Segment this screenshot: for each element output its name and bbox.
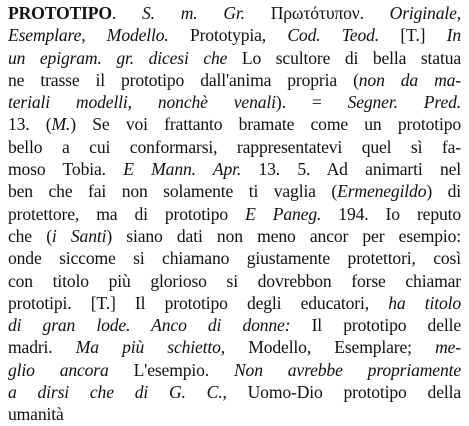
body-text: L'esempio. <box>133 359 234 380</box>
entry-line <box>8 158 461 180</box>
italic-text: In <box>446 25 461 46</box>
body-text: 13. 5. Ad animarti nel <box>258 159 461 180</box>
italic-text: Cod. Teod. <box>287 25 401 46</box>
italic-text: i Santi <box>51 225 107 246</box>
body-text: 13. ( <box>8 114 52 135</box>
entry-line <box>8 24 461 46</box>
dictionary-entry <box>8 2 461 426</box>
body-text: con titolo più glorioso si dovrebbon forse chiamar <box>8 270 461 291</box>
italic-text: Esemplare, Modello. <box>8 25 190 46</box>
entry-line <box>8 203 461 225</box>
entry-line <box>8 270 461 292</box>
entry-line <box>8 247 461 269</box>
body-text: 194. Io reputo <box>338 203 461 224</box>
body-text: Πρωτότυπον. <box>270 3 390 23</box>
italic-text: teriali modelli, nonchè venali <box>8 92 276 113</box>
italic-text: Ma più schietto, <box>75 337 249 358</box>
body-text: [T.] <box>400 25 447 46</box>
body-text: bello a cui conformarsi, rappresentatevi quel sì fa- <box>8 136 461 157</box>
entry-line <box>8 47 461 69</box>
italic-text: Non avrebbe propriamente <box>233 359 461 380</box>
entry-line <box>8 359 461 381</box>
body-text: ) siano dati non meno ancor per esempio: <box>106 225 461 246</box>
entry-line <box>8 381 461 403</box>
entry-line <box>8 225 461 247</box>
italic-text: Originale, <box>389 3 461 23</box>
italic-text: S. m. Gr. <box>141 3 271 23</box>
body-text: protettore, ma di prototipo <box>8 203 246 224</box>
body-text: ) di <box>426 181 461 202</box>
body-text: Prototypia, <box>189 25 288 46</box>
body-text: ben che fai non solamente ti vaglia ( <box>8 181 338 202</box>
entry-line <box>8 403 461 425</box>
body-text: madri. <box>8 337 76 358</box>
body-text: ) Se voi frattanto bramate come un prototipo <box>70 114 461 135</box>
body-text: . <box>111 3 142 23</box>
italic-text: non da ma- <box>358 69 461 90</box>
headword: PROTOTIPO <box>8 3 112 23</box>
italic-text: me- <box>435 337 461 358</box>
body-text: ). = <box>275 92 348 113</box>
italic-text: glio ancora <box>8 359 134 380</box>
body-text: prototipi. [T.] Il prototipo degli educatori, <box>8 292 389 313</box>
italic-text: Ermenegildo <box>337 181 427 202</box>
entry-line <box>8 113 461 135</box>
italic-text: un epigram. gr. dicesi che <box>8 47 242 68</box>
entry-line <box>8 292 461 314</box>
italic-text: E Mann. Apr. <box>123 159 259 180</box>
entry-line <box>8 91 461 113</box>
body-text: ne trasse il prototipo dall'anima propria ( <box>8 69 359 90</box>
italic-text: Segner. Pred. <box>347 92 461 113</box>
body-text: moso Tobia. <box>8 159 124 180</box>
body-text: che ( <box>8 225 52 246</box>
italic-text: E Paneg. <box>245 203 339 224</box>
body-text: Uomo-Dio prototipo della <box>247 382 461 403</box>
entry-line <box>8 2 461 24</box>
entry-line <box>8 180 461 202</box>
body-text: umanità <box>8 404 64 425</box>
italic-text: M. <box>51 114 71 135</box>
body-text: Lo scultore di bella statua <box>241 47 461 68</box>
italic-text: ha titolo <box>388 292 461 313</box>
body-text: onde siccome si chiamano giustamente protettori, così <box>8 248 461 269</box>
entry-line <box>8 69 461 91</box>
body-text: Il prototipo delle <box>311 315 461 336</box>
body-text: Modello, Esemplare; <box>248 337 436 358</box>
italic-text: di gran lode. Anco di donne: <box>8 315 312 336</box>
entry-line <box>8 336 461 358</box>
italic-text: a dirsi che di G. C., <box>8 382 248 403</box>
entry-line <box>8 314 461 336</box>
entry-line <box>8 136 461 158</box>
